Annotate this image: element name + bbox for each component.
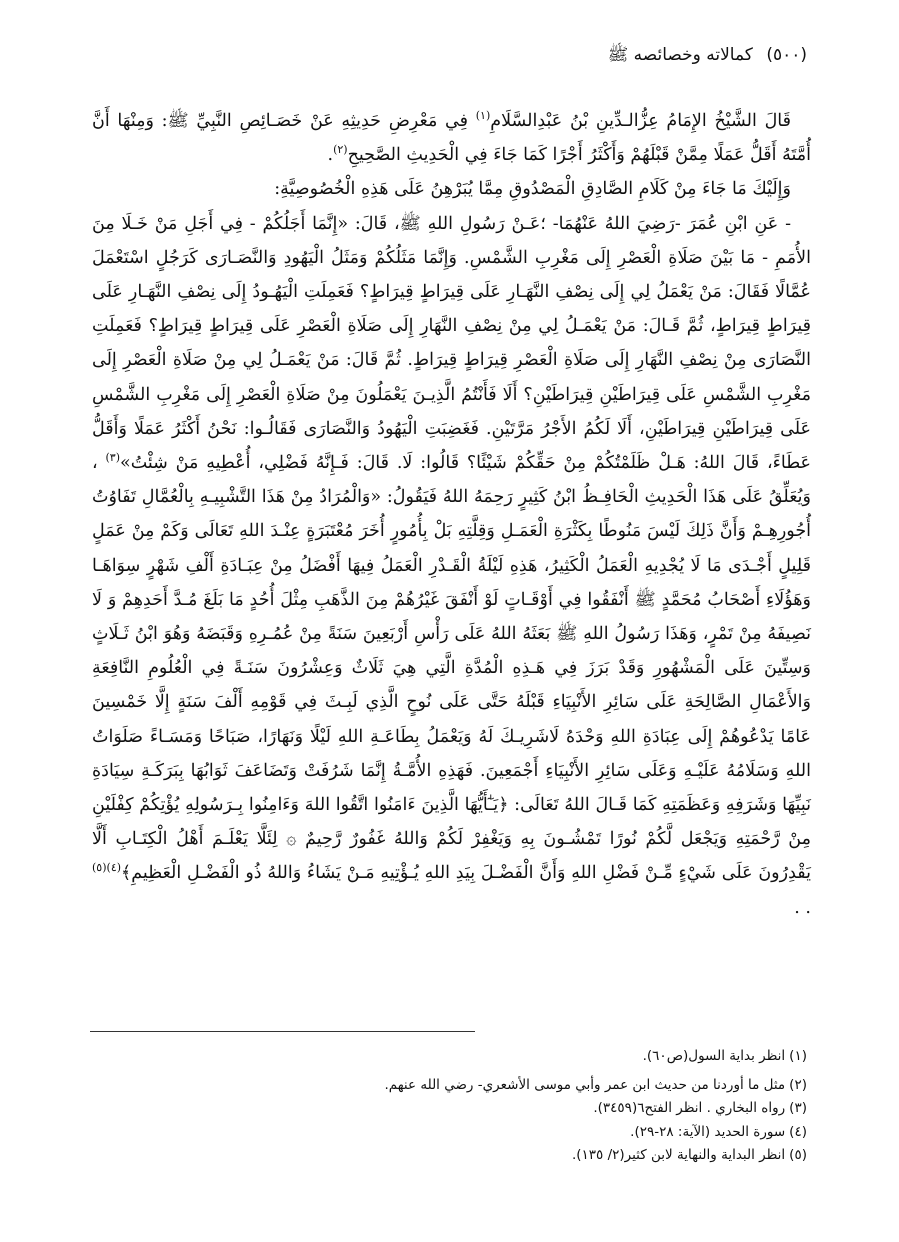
paragraph-2	[92, 172, 811, 206]
footnote-number: (٢)	[789, 1076, 807, 1093]
footnote-ref-3[interactable]: (٣)	[105, 451, 121, 465]
paragraph-text: وَإِلَيْكَ مَا جَاءَ مِنْ كَلَامِ الصَّادِقِ الْمَصْدُوقِ مِمَّا يُبَرْهِنُ عَلَى هَذِهِ الْخُصُوصِيَّةِ:	[274, 179, 791, 200]
footnote-ref-2[interactable]: (٢)	[333, 143, 348, 157]
paragraph-text: فِي مَعْرِضِ حَدِيثِهِ عَنْ خَصَـائِصِ النَّبِيِّ ﷺ: وَمِنْهَا أَنَّ أُمَّتَهُ أَقَلُّ عَمَلًا مِمَّنْ قَبْلَهُمْ وَأَكْثَرُ أَجْرًا كَمَا جَاءَ فِي الْحَدِيثِ الصَّحِيحِ	[92, 111, 811, 166]
paragraph-text: ، وَيُعَلِّقُ عَلَى هَذَا الْحَدِيثِ الْحَافِـظُ ابْنُ كَثِيرٍ رَحِمَهُ اللهُ فَيَقُولُ: «وَالْمُرَادُ مِنْ هَذَا التَّشْبِيـهِ بِالْعُمَّالِ تَفَاوُتُ أُجُورِهِـمْ وَأَنَّ ذَلِكَ لَيْسَ مَنُوطًا بِكَثْرَةِ الْعَمَـلِ وَقِلَّتِهِ بَلْ بِأُمُورٍ أُخَرَ مُعْتَبَرَةٍ عِنْـدَ اللهِ تَعَالَى وَكَمْ مِنْ عَمَلٍ قَلِيلٍ أَجْـدَى مَا لَا يُجْدِيهِ الْعَمَلُ الْكَثِيرُ، هَذِهِ لَيْلَةُ الْقَـدْرِ الْعَمَلُ فِيهَا أَفْضَلُ مِنْ عِبَـادَةِ أَلْفِ شَهْرٍ سِوَاهَـا وَهَؤُلَاءِ أَصْحَابُ مُحَمَّدٍ ﷺ أَنْفَقُوا فِي أَوْقَـاتٍ لَوْ أَنْفَقَ غَيْرُهُمْ مِنَ الذَّهَبِ مِثْلَ أُحُدٍ مَا بَلَغَ مُـدَّ أَحَدِهِمْ وَ لَا نَصِيفَهُ مِنْ تَمْرٍ، وَهَذَا رَسُولُ اللهِ ﷺ بَعَثَهُ اللهُ عَلَى رَأْسِ أَرْبَعِينَ سَنَةً مِنْ عُمُـرِهِ وَقَبَضَهُ وَهُوَ ابْنُ ثَـلَاثٍ وَسِتِّينَ عَلَى الْمَشْهُورِ وَقَدْ بَرَزَ فِي هَـذِهِ الْمُدَّةِ الَّتِي هِيَ ثَلَاثٌ وَعِشْرُونَ سَنَـةً فِي الْعُلُومِ النَّافِعَةِ وَالأَعْمَالِ الصَّالِحَةِ عَلَى سَائِرِ الأَنْبِيَاءِ قَبْلَهُ حَتَّى عَلَى نُوحٍ الَّذِي لَبِـثَ فِي قَوْمِهِ أَلْفَ سَنَةٍ إِلَّا خَمْسِينَ عَامًا يَدْعُوهُمْ إِلَى عِبَادَةِ اللهِ وَحْدَهُ لَاشَرِيـكَ لَهُ وَيَعْمَلُ بِطَاعَـةِ اللهِ لَيْلًا وَنَهَارًا، صَبَاحًا وَمَسَـاءً صَلَوَاتُ اللهِ وَسَلَامُهُ عَلَيْـهِ وَعَلَى سَائِرِ الأَنْبِيَاءِ أَجْمَعِينَ. فَهَذِهِ الأُمَّـةُ إِنَّمَا شَرُفَتْ وَتَضَاعَفَ ثَوَابُهَا بِبَرَكَـةِ سِيَادَةِ نَبِيِّهَا وَشَرَفِهِ وَعَظَمَتِهِ كَمَا قَـالَ اللهُ تَعَالَى: ﴿يَـٰٓأَيُّهَا الَّذِينَ ءَامَنُوا اتَّقُوا اللهَ وَءَامِنُوا بِـرَسُولِهِ يُؤْتِكُمْ كِفْلَيْنِ مِنْ رَّحْمَتِهِ وَيَجْعَل لَّكُمْ نُورًا تَمْشُـونَ بِهِ وَيَغْفِرْ لَكُمْ وَاللهُ غَفُورٌ رَّحِيمٌ ۞ لِئَلَّا يَعْلَـمَ أَهْلُ الْكِتَـابِ أَلَّا يَقْدِرُونَ عَلَى شَيْءٍ مِّـنْ فَضْلِ اللهِ وَأَنَّ الْفَضْـلَ بِيَدِ اللهِ يُـؤْتِيهِ مَـنْ يَشَاءُ وَاللهُ ذُو الْفَضْـلِ الْعَظِيمِ﴾	[92, 453, 811, 884]
footnote-number: (٣)	[789, 1100, 807, 1116]
footnote-divider	[90, 1031, 475, 1032]
footnote-number: (٤)	[789, 1123, 807, 1140]
footnote-3	[250, 1097, 807, 1121]
footnote-text: سورة الحديد (الآية: ٢٨-٢٩).	[630, 1123, 786, 1140]
paragraph-3	[92, 207, 811, 925]
footnote-1	[250, 1045, 807, 1069]
page-header	[608, 44, 807, 69]
footnote-text: مثل ما أوردنا من حديث ابن عمر وأبي موسى الأشعري- رضي الله عنهم.	[384, 1076, 786, 1093]
page-number: (٥٠٠)	[766, 45, 807, 65]
paragraph-text: - عَنِ ابْنِ عُمَرَ -رَضِيَ اللهُ عَنْهُمَا- ؛عَـنْ رَسُولِ اللهِ ﷺ، قَالَ: «إِنَّمَا أَجَلُكُمْ - فِي أَجَلِ مَنْ خَـلَا مِنَ الأُمَمِ - مَا بَيْنَ صَلَاةِ الْعَصْرِ إِلَى مَغْرِبِ الشَّمْسِ. وَإِنَّمَا مَثَلُكُمْ وَمَثَلُ الْيَهُودِ وَالنَّصَـارَى كَرَجُلٍ اسْتَعْمَلَ عُمَّالًا فَقَالَ: مَنْ يَعْمَلُ لِي إِلَى نِصْفِ النَّهَـارِ عَلَى قِيرَاطٍ قِيرَاطٍ؟ فَعَمِلَتِ الْيَهُـودُ إِلَى نِصْفِ النَّهَـارِ عَلَى قِيرَاطٍ قِيرَاطٍ، ثُمَّ قَـالَ: مَنْ يَعْمَـلُ لِي مِنْ نِصْفِ النَّهَارِ إِلَى صَلَاةِ الْعَصْرِ عَلَى قِيرَاطٍ قِيرَاطٍ؟ فَعَمِلَتِ النَّصَارَى مِنْ نِصْفِ النَّهَارِ إِلَى صَلَاةِ الْعَصْرِ قِيرَاطٍ قِيرَاطٍ. ثُمَّ قَالَ: مَنْ يَعْمَـلُ لِي مِنْ صَلَاةِ الْعَصْرِ إِلَى مَغْرِبِ الشَّمْسِ عَلَى قِيرَاطَيْنِ قِيرَاطَيْنِ؟ أَلَا فَأَنْتُمُ الَّذِيـنَ يَعْمَلُونَ مِنْ صَلَاةِ الْعَصْرِ إِلَى مَغْرِبِ الشَّمْسِ عَلَى قِيرَاطَيْنِ قِيرَاطَيْنِ، أَلَا لَكُمُ الأَجْرُ مَرَّتَيْنِ. فَغَضِبَتِ الْيَهُودُ وَالنَّصَارَى فَقَالُـوا: نَحْنُ أَكْثَرُ عَمَلًا وَأَقَلُّ عَطَاءً، قَالَ اللهُ: هَـلْ ظَلَمْتُكُمْ مِنْ حَقِّكُمْ شَيْئًا؟ قَالُوا: لَا. قَالَ: فَـإِنَّهُ فَضْلِي، أُعْطِيهِ مَنْ شِئْتُ»	[92, 213, 811, 474]
footnote-number: (٥)	[789, 1147, 807, 1163]
paragraph-text: قَالَ الشَّيْخُ الإِمَامُ عِزُّالـدِّينِ بْنُ عَبْدِالسَّلَامِ	[490, 111, 791, 131]
main-text	[92, 104, 811, 925]
footnote-number: (١)	[789, 1048, 807, 1064]
paragraph-end: .	[327, 145, 334, 166]
footnote-ref-4[interactable]: (٤)	[106, 861, 122, 875]
footnote-2	[250, 1074, 807, 1098]
footnote-4	[250, 1121, 807, 1145]
paragraph-end: . .	[794, 897, 811, 918]
footnote-ref-1[interactable]: (١)	[475, 109, 491, 123]
footnote-5	[250, 1144, 807, 1168]
footnote-text: انظر البداية والنهاية لابن كثير(٢/ ١٣٥).	[571, 1147, 786, 1163]
paragraph-1	[92, 104, 811, 172]
footnote-ref-5[interactable]: (٥)	[92, 861, 107, 875]
footnote-text: انظر بداية السول(ص٦٠).	[642, 1048, 786, 1064]
running-title: كمالاته وخصائصه ﷺ	[607, 45, 753, 65]
footnote-text: رواه البخاري . انظر الفتح٦(٣٤٥٩).	[593, 1100, 786, 1116]
footnotes	[250, 1045, 807, 1168]
